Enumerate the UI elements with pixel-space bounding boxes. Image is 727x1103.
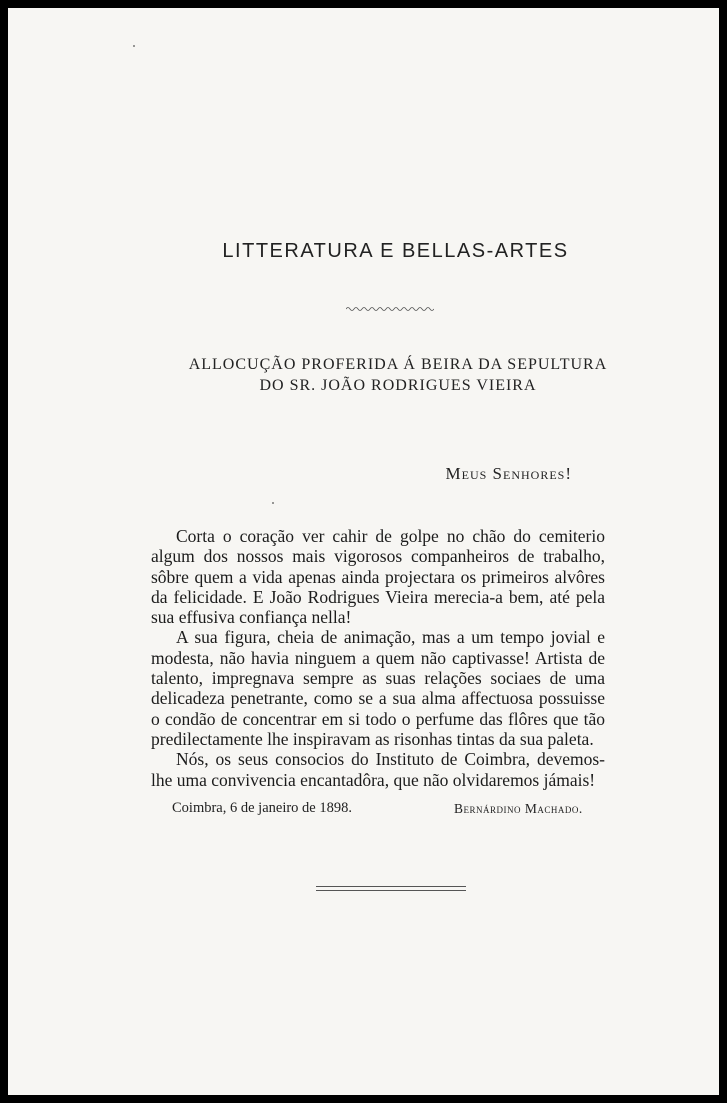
rule-line: [316, 890, 466, 891]
section-title: LITTERATURA E BELLAS-ARTES: [222, 240, 569, 262]
body-text: [151, 526, 605, 790]
subtitle-line-1: ALLOCUÇÃO PROFERIDA Á BEIRA DA SEPULTURA: [188, 356, 608, 373]
document-page: [8, 8, 719, 1095]
rule-line: [316, 886, 466, 887]
signature: Bernárdino Machado.: [454, 801, 583, 816]
place-date: Coimbra, 6 de janeiro de 1898.: [172, 800, 352, 816]
stray-ink-mark: [272, 502, 274, 504]
paragraph: A sua figura, cheia de animação, mas a um tempo jovial e modesta, não havia ninguem a quem não captivasse! Artista de talento, impregnava sempre as suas relações sociaes de uma delicadeza penetrante, como se a sua alma affectuosa possuisse o condão de concentrar em si todo o perfume das flôres que tão predilectamente lhe inspiravam as risonhas tintas da sua paleta.: [151, 627, 605, 749]
stray-ink-mark: [133, 45, 135, 47]
subtitle-line-2: DO SR. JOÃO RODRIGUES VIEIRA: [259, 377, 537, 394]
paragraph: Corta o coração ver cahir de golpe no chão do cemiterio algum dos nossos mais vigorosos companheiros de trabalho, sôbre quem a vida apenas ainda projectara os primeiros alvôres da felicidade. E João Rodrigues Vieira merecia-a bem, até pela sua effusiva confiança nella!: [151, 526, 605, 628]
paragraph: Nós, os seus consocios do Instituto de Coimbra, devemos-lhe uma convivencia encantadôra, que não olvidaremos jámais!: [151, 749, 605, 790]
subtitle: [8, 354, 727, 396]
salutation: Meus Senhores!: [445, 464, 572, 483]
wavy-divider: [346, 304, 434, 314]
end-rule: [316, 886, 466, 896]
